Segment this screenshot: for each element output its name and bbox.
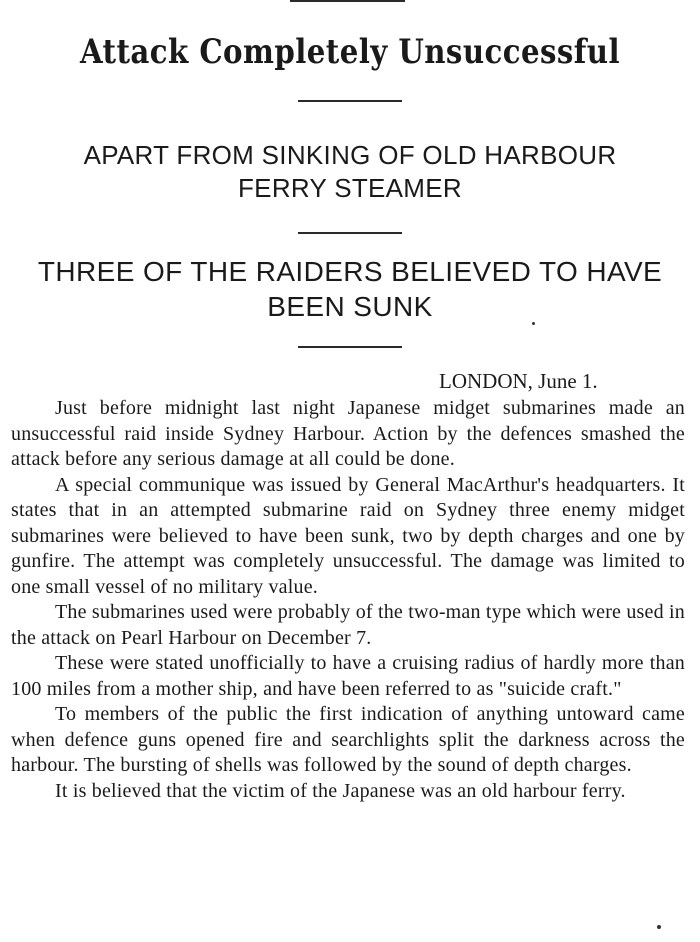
deck-rule-1: [298, 232, 402, 234]
print-speck: [532, 322, 535, 325]
paragraph-2: A special communique was issued by General MacArthur's headquarters. It states that in an attempted submarine raid on Sydney three enemy midget submarines were believed to have been sunk, two by depth charges and one by gunfire. The attempt was completely unsuccessful. The damage was limited to one small vessel of no military value.: [11, 473, 685, 598]
paragraph-1: Just before midnight last night Japanese midget submarines made an unsuccessful raid inside Sydney Harbour. Action by the defences smashed the attack before any serious damage at all could be done.: [11, 397, 685, 470]
deck-rule-2: [298, 346, 402, 348]
dateline: LONDON, June 1.: [439, 369, 598, 393]
headline-rule: [298, 100, 402, 102]
paragraph-5: To members of the public the first indication of anything untoward came when defence guns opened fire and searchlights split the darkness across the harbour. The bursting of shells was followed by the sound of depth charges.: [11, 703, 685, 776]
top-rule: [290, 0, 405, 2]
deck-secondary-line2: BEEN SUNK: [267, 291, 433, 322]
article-body: [11, 396, 685, 804]
deck-secondary: [0, 254, 700, 324]
print-speck: [657, 925, 661, 929]
headline: Attack Completely Unsuccessful: [79, 32, 621, 72]
paragraph-4: These were stated unofficially to have a cruising radius of hardly more than 100 miles from a mother ship, and have been referred to as "suicide craft.": [11, 652, 685, 700]
deck-primary-line1: APART FROM SINKING OF OLD HARBOUR: [83, 140, 617, 170]
deck-secondary-line1: THREE OF THE RAIDERS BELIEVED TO HAVE: [37, 256, 663, 287]
paragraph-6: It is believed that the victim of the Japanese was an old harbour ferry.: [55, 779, 626, 802]
paragraph-3: The submarines used were probably of the two-man type which were used in the attack on Pearl Harbour on December 7.: [11, 601, 685, 649]
deck-primary: [0, 139, 700, 205]
deck-primary-line2: FERRY STEAMER: [238, 173, 462, 203]
